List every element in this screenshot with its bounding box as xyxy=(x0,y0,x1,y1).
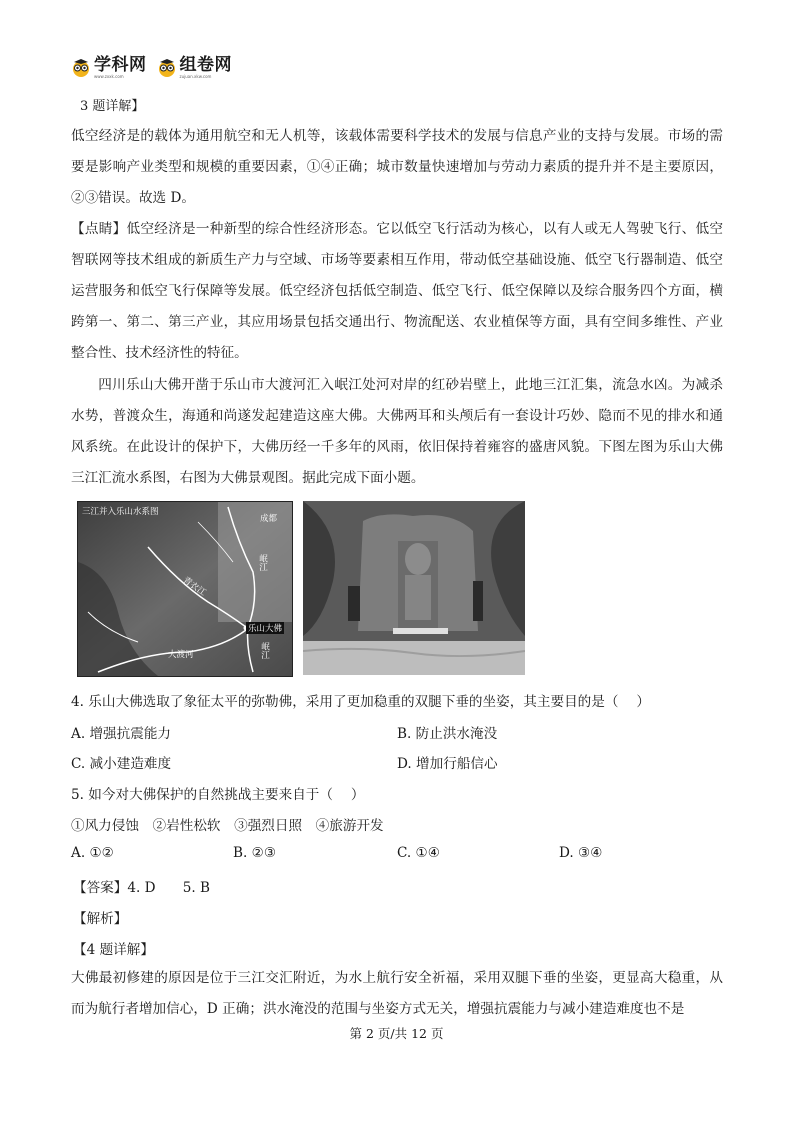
map-label-minjiang: 岷江 xyxy=(257,554,268,571)
map-label-leshan: 乐山大佛 xyxy=(248,624,283,634)
logo-text-zujuan: 组卷网 xyxy=(179,55,232,75)
q4-option-a: A. 增强抗震能力 xyxy=(71,726,172,742)
header-logos xyxy=(71,57,232,79)
logo-sub-zujuan: zujuan.xkw.com xyxy=(179,74,212,79)
analysis-heading: 【解析】 xyxy=(73,911,128,927)
logo-text-zxxk: 学科网 xyxy=(94,55,147,75)
q4-option-d: D. 增加行船信心 xyxy=(397,756,498,772)
q5-stem: 5. 如今对大佛保护的自然挑战主要来自于（ ） xyxy=(71,787,365,803)
intro-paragraph: 四川乐山大佛开凿于乐山市大渡河汇入岷江处河对岸的红砂岩壁上，此地三江汇集，流急水凶。为减杀水势，普渡众生，海通和尚遂发起建造这座大佛。大佛两耳和头颅后有一套设计巧妙、隐而不见的排水和通风系统。在此设计的保护下，大佛历经一千多年的风雨，依旧保持着雍容的盛唐风貌。下图左图为乐山大佛三江汇流水系图，右图为大佛景观图。据此完成下面小题。 xyxy=(71,377,723,486)
q5-option-d: D. ③④ xyxy=(559,845,603,861)
map-label-daduhe: 大渡河 xyxy=(168,650,194,660)
map-label-minjiang-lower: 岷江 xyxy=(259,642,270,659)
q4-detail-title: 【4 题详解】 xyxy=(73,942,154,958)
q3-tip: 【点睛】低空经济是一种新型的综合性经济形态。它以低空飞行活动为核心，以有人或无人驾驶飞行、低空智联网等技术组成的新质生产力与空域、市场等要素相互作用，带动低空基础设施、低空飞行器制造、低空运营服务和低空飞行保障等发展。低空经济包括低空制造、低空飞行、低空保障以及综合服务四个方面，横跨第一、第二、第三产业，其应用场景包括交通出行、物流配送、农业植保等方面，具有空间多维性、产业整合性、技术经济性的特征。 xyxy=(71,221,723,361)
owl-icon xyxy=(71,58,91,78)
map-label-qingyijiang: 青衣江 xyxy=(180,575,208,599)
page-footer: 第 2 页/共 12 页 xyxy=(349,1026,444,1041)
buddha-photo xyxy=(303,501,525,675)
q5-option-a: A. ①② xyxy=(71,845,114,861)
q4-option-c: C. 减小建造难度 xyxy=(71,756,172,772)
map-label-chengdu: 成都 xyxy=(260,514,278,524)
q5-items: ①风力侵蚀 ②岩性松软 ③强烈日照 ④旅游开发 xyxy=(71,818,384,834)
q3-title: 3 题详解】 xyxy=(80,99,145,114)
q4-detail-text: 大佛最初修建的原因是位于三江交汇附近，为水上航行安全祈福，采用双腿下垂的坐姿，更显高大稳重，从而为航行者增加信心，D 正确；洪水淹没的范围与坐姿方式无关，增强抗震能力与减小建造难度也不是 xyxy=(71,970,723,1017)
q5-option-c: C. ①④ xyxy=(397,845,440,861)
map-title: 三江并入乐山水系图 xyxy=(82,507,159,517)
zujuan-logo xyxy=(157,57,233,79)
q3-explanation: 低空经济是的载体为通用航空和无人机等，该载体需要科学技术的发展与信息产业的支持与发展。市场的需要是影响产业类型和规模的重要因素，①④正确；城市数量快速增加与劳动力素质的提升并不是主要原因，②③错误。故选 D。 xyxy=(71,128,723,206)
zxxk-logo xyxy=(71,57,147,79)
logo-sub-zxxk: www.zxxk.com xyxy=(94,74,124,79)
buddha-photo-image xyxy=(303,501,525,675)
q5-option-b: B. ②③ xyxy=(233,845,277,861)
owl-icon xyxy=(157,58,177,78)
q4-stem: 4. 乐山大佛选取了象征太平的弥勒佛，采用了更加稳重的双腿下垂的坐姿，其主要目的是（ ） xyxy=(71,694,650,710)
answer-line: 【答案】4. D 5. B xyxy=(73,880,211,896)
q4-option-b: B. 防止洪水淹没 xyxy=(397,726,498,742)
river-map-figure xyxy=(77,501,293,677)
